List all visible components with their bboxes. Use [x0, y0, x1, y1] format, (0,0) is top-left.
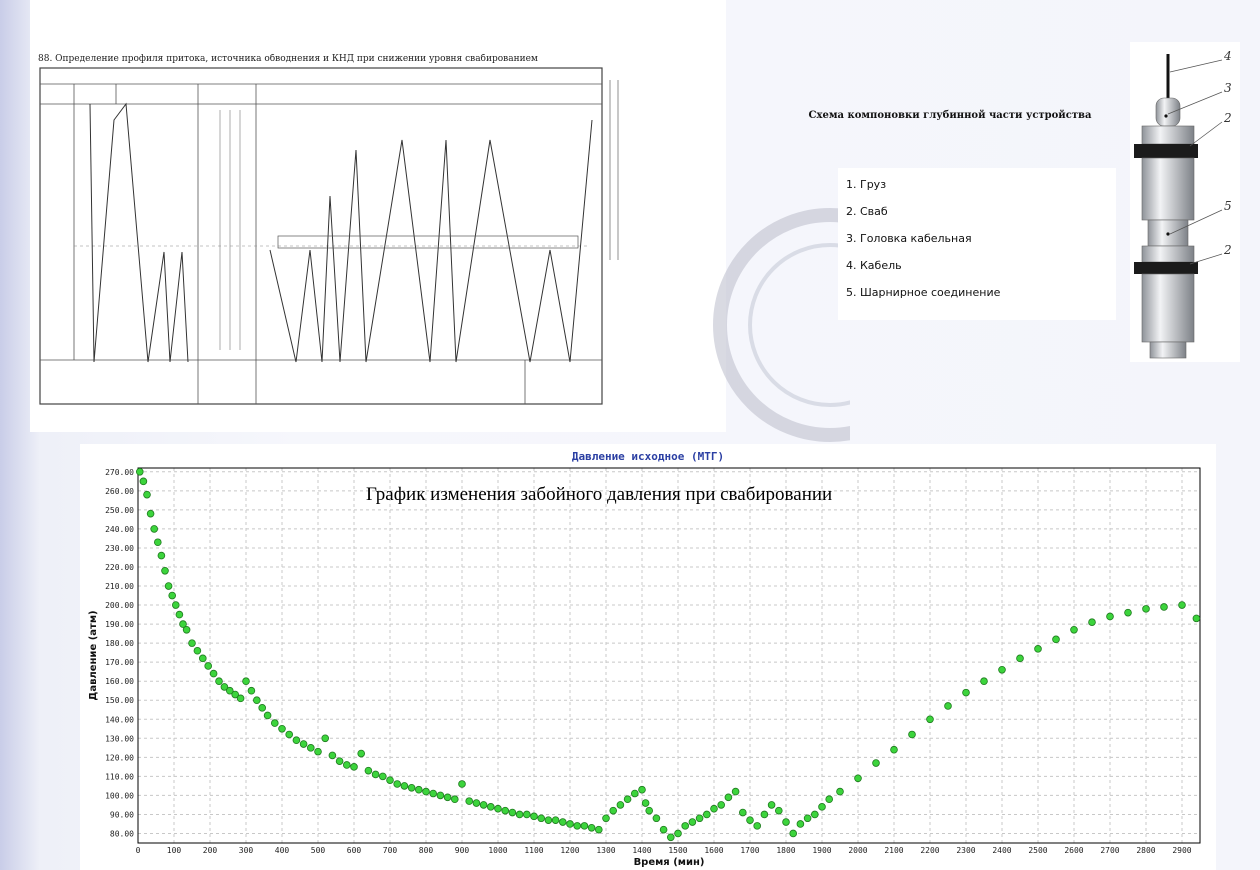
x-tick-label: 1200	[560, 846, 580, 855]
x-tick-label: 100	[166, 846, 182, 855]
data-point	[1143, 605, 1150, 612]
y-tick-label: 110.00	[105, 772, 134, 782]
x-tick-label: 1600	[704, 846, 724, 855]
x-tick-label: 2300	[956, 846, 976, 855]
data-point	[387, 777, 394, 784]
data-point	[732, 788, 739, 795]
data-point	[243, 678, 250, 685]
data-point	[581, 822, 588, 829]
data-point	[365, 767, 372, 774]
data-point	[1125, 609, 1132, 616]
legend-item: 1. Груз	[846, 178, 887, 191]
data-point	[790, 830, 797, 837]
data-point	[783, 819, 790, 826]
data-point	[981, 678, 988, 685]
data-point	[567, 821, 574, 828]
data-point	[531, 813, 538, 820]
data-point	[151, 526, 158, 533]
chart-overlay-title: График изменения забойного давления при свабировании	[366, 484, 833, 505]
data-point	[675, 830, 682, 837]
data-point	[775, 807, 782, 814]
data-point	[189, 640, 196, 647]
x-tick-label: 1100	[524, 846, 544, 855]
plot-frame	[138, 468, 1200, 843]
data-point	[945, 703, 952, 710]
x-tick-label: 200	[202, 846, 218, 855]
data-point	[617, 802, 624, 809]
data-point	[811, 811, 818, 818]
data-point	[588, 824, 595, 831]
data-point	[646, 807, 653, 814]
data-point	[826, 796, 833, 803]
chart-title: Давление исходное (МТГ)	[571, 450, 725, 463]
x-tick-label: 400	[274, 846, 290, 855]
data-point	[725, 794, 732, 801]
data-point	[437, 792, 444, 799]
scan-diagram	[30, 0, 726, 432]
data-point	[538, 815, 545, 822]
x-tick-label: 0	[135, 846, 141, 855]
stamp-watermark	[680, 205, 850, 445]
y-tick-label: 190.00	[105, 620, 134, 630]
legend-item: 4. Кабель	[846, 259, 902, 272]
x-tick-label: 300	[238, 846, 254, 855]
data-point	[401, 782, 408, 789]
data-point	[172, 602, 179, 609]
data-point	[495, 805, 502, 812]
callout-4: 4	[1224, 49, 1232, 63]
data-point	[279, 725, 286, 732]
data-point	[502, 807, 509, 814]
x-tick-label: 1500	[668, 846, 688, 855]
data-point	[248, 687, 255, 694]
device-legend	[838, 168, 1116, 320]
x-axis-label: Время (мин)	[633, 857, 705, 868]
callout-5: 5	[1224, 199, 1232, 213]
data-point	[1035, 645, 1042, 652]
data-point	[300, 741, 307, 748]
y-tick-label: 250.00	[105, 505, 134, 515]
data-point	[509, 809, 516, 816]
data-point	[963, 689, 970, 696]
data-point	[144, 491, 151, 498]
y-tick-label: 240.00	[105, 524, 134, 534]
x-tick-label: 2500	[1028, 846, 1048, 855]
pressure-chart	[80, 444, 1216, 870]
legend-item: 3. Головка кабельная	[846, 232, 972, 245]
y-tick-label: 150.00	[105, 696, 134, 706]
data-point	[379, 773, 386, 780]
data-point	[307, 744, 314, 751]
data-point	[253, 697, 260, 704]
x-tick-label: 2400	[992, 846, 1012, 855]
data-point	[1161, 604, 1168, 611]
data-point	[358, 750, 365, 757]
x-tick-label: 500	[310, 846, 326, 855]
data-point	[415, 786, 422, 793]
data-point	[909, 731, 916, 738]
data-point	[819, 803, 826, 810]
data-point	[1089, 619, 1096, 626]
data-point	[343, 762, 350, 769]
x-tick-label: 900	[454, 846, 470, 855]
data-point	[194, 647, 201, 654]
y-tick-label: 140.00	[105, 715, 134, 725]
data-point	[216, 678, 223, 685]
data-point	[642, 800, 649, 807]
data-point	[210, 670, 217, 677]
data-point	[711, 805, 718, 812]
data-point	[653, 815, 660, 822]
y-tick-label: 100.00	[105, 791, 134, 801]
data-point	[891, 746, 898, 753]
data-point	[689, 819, 696, 826]
data-point	[473, 800, 480, 807]
data-point	[718, 802, 725, 809]
data-point	[165, 583, 172, 590]
x-tick-label: 2200	[920, 846, 940, 855]
data-point	[523, 811, 530, 818]
x-tick-label: 1000	[488, 846, 508, 855]
data-point	[423, 788, 430, 795]
data-point	[761, 811, 768, 818]
y-tick-label: 260.00	[105, 486, 134, 496]
y-tick-label: 160.00	[105, 677, 134, 687]
data-point	[603, 815, 610, 822]
data-point	[631, 790, 638, 797]
data-point	[837, 788, 844, 795]
data-point	[754, 822, 761, 829]
data-point	[162, 567, 169, 574]
scan-panel	[30, 0, 726, 432]
data-point	[237, 695, 244, 702]
data-point	[516, 811, 523, 818]
x-tick-label: 1700	[740, 846, 760, 855]
device-drawing	[1130, 42, 1240, 362]
device-caption: Схема компоновки глубинной части устройства	[808, 110, 1092, 121]
x-axis	[136, 846, 1192, 855]
data-point	[199, 655, 206, 662]
data-point	[804, 815, 811, 822]
data-point	[999, 666, 1006, 673]
data-point	[322, 735, 329, 742]
data-point	[667, 834, 674, 841]
callout-3: 3	[1224, 81, 1232, 95]
x-tick-label: 1900	[812, 846, 832, 855]
data-point	[293, 737, 300, 744]
data-point	[430, 790, 437, 797]
x-tick-label: 1400	[632, 846, 652, 855]
data-point	[660, 826, 667, 833]
data-point	[147, 510, 154, 517]
data-point	[1053, 636, 1060, 643]
x-tick-label: 2000	[848, 846, 868, 855]
y-tick-label: 230.00	[105, 543, 134, 553]
data-point	[1017, 655, 1024, 662]
chart-panel	[80, 444, 1216, 870]
data-point	[351, 763, 358, 770]
y-tick-label: 270.00	[105, 467, 134, 477]
data-point	[315, 748, 322, 755]
data-point	[574, 822, 581, 829]
x-tick-label: 800	[418, 846, 434, 855]
data-point	[205, 663, 212, 670]
data-point	[797, 821, 804, 828]
data-point	[183, 626, 190, 633]
data-point	[329, 752, 336, 759]
data-point	[408, 784, 415, 791]
data-point	[696, 815, 703, 822]
y-tick-label: 200.00	[105, 601, 134, 611]
x-tick-label: 2900	[1172, 846, 1192, 855]
data-point	[176, 611, 183, 618]
callout-2-top: 2	[1224, 111, 1232, 125]
chart-grid	[138, 468, 1200, 843]
y-tick-label: 130.00	[105, 734, 134, 744]
data-point	[624, 796, 631, 803]
x-tick-label: 1800	[776, 846, 796, 855]
data-point	[136, 468, 143, 475]
data-point	[682, 822, 689, 829]
data-point	[595, 826, 602, 833]
data-point	[466, 798, 473, 805]
data-point	[394, 781, 401, 788]
data-point	[559, 819, 566, 826]
data-point	[487, 803, 494, 810]
data-point	[140, 478, 147, 485]
data-point	[169, 592, 176, 599]
data-point	[927, 716, 934, 723]
x-tick-label: 1300	[596, 846, 616, 855]
scan-title: 88. Определение профиля притока, источника обводнения и КНД при снижении уровня свабированием	[38, 54, 538, 64]
data-point	[703, 811, 710, 818]
data-point	[259, 704, 266, 711]
x-tick-label: 2800	[1136, 846, 1156, 855]
y-tick-label: 90.00	[109, 810, 134, 820]
y-axis-label: Давление (атм)	[88, 610, 99, 701]
y-tick-label: 170.00	[105, 658, 134, 668]
data-point	[739, 809, 746, 816]
x-tick-label: 700	[382, 846, 398, 855]
data-point	[873, 760, 880, 767]
data-point	[372, 771, 379, 778]
data-point	[1193, 615, 1200, 622]
data-point	[1179, 602, 1186, 609]
y-tick-label: 220.00	[105, 562, 134, 572]
y-tick-label: 210.00	[105, 582, 134, 592]
data-point	[552, 817, 559, 824]
data-point	[158, 552, 165, 559]
data-point	[451, 796, 458, 803]
data-point	[264, 712, 271, 719]
data-point	[1071, 626, 1078, 633]
callout-2-bottom: 2	[1224, 243, 1232, 257]
data-point	[154, 539, 161, 546]
y-tick-label: 180.00	[105, 639, 134, 649]
data-point	[610, 807, 617, 814]
y-tick-label: 120.00	[105, 753, 134, 763]
legend-item: 5. Шарнирное соединение	[846, 286, 1001, 299]
data-series	[136, 468, 1199, 840]
data-point	[855, 775, 862, 782]
x-tick-label: 2100	[884, 846, 904, 855]
y-axis	[105, 468, 134, 839]
data-point	[271, 720, 278, 727]
data-point	[480, 802, 487, 809]
data-point	[545, 817, 552, 824]
legend-item: 2. Сваб	[846, 205, 888, 218]
y-tick-label: 80.00	[109, 829, 134, 839]
data-point	[639, 786, 646, 793]
data-point	[286, 731, 293, 738]
data-point	[459, 781, 466, 788]
data-point	[336, 758, 343, 765]
x-tick-label: 2600	[1064, 846, 1084, 855]
data-point	[1107, 613, 1114, 620]
data-point	[747, 817, 754, 824]
data-point	[444, 794, 451, 801]
data-point	[768, 802, 775, 809]
x-tick-label: 600	[346, 846, 362, 855]
x-tick-label: 2700	[1100, 846, 1120, 855]
